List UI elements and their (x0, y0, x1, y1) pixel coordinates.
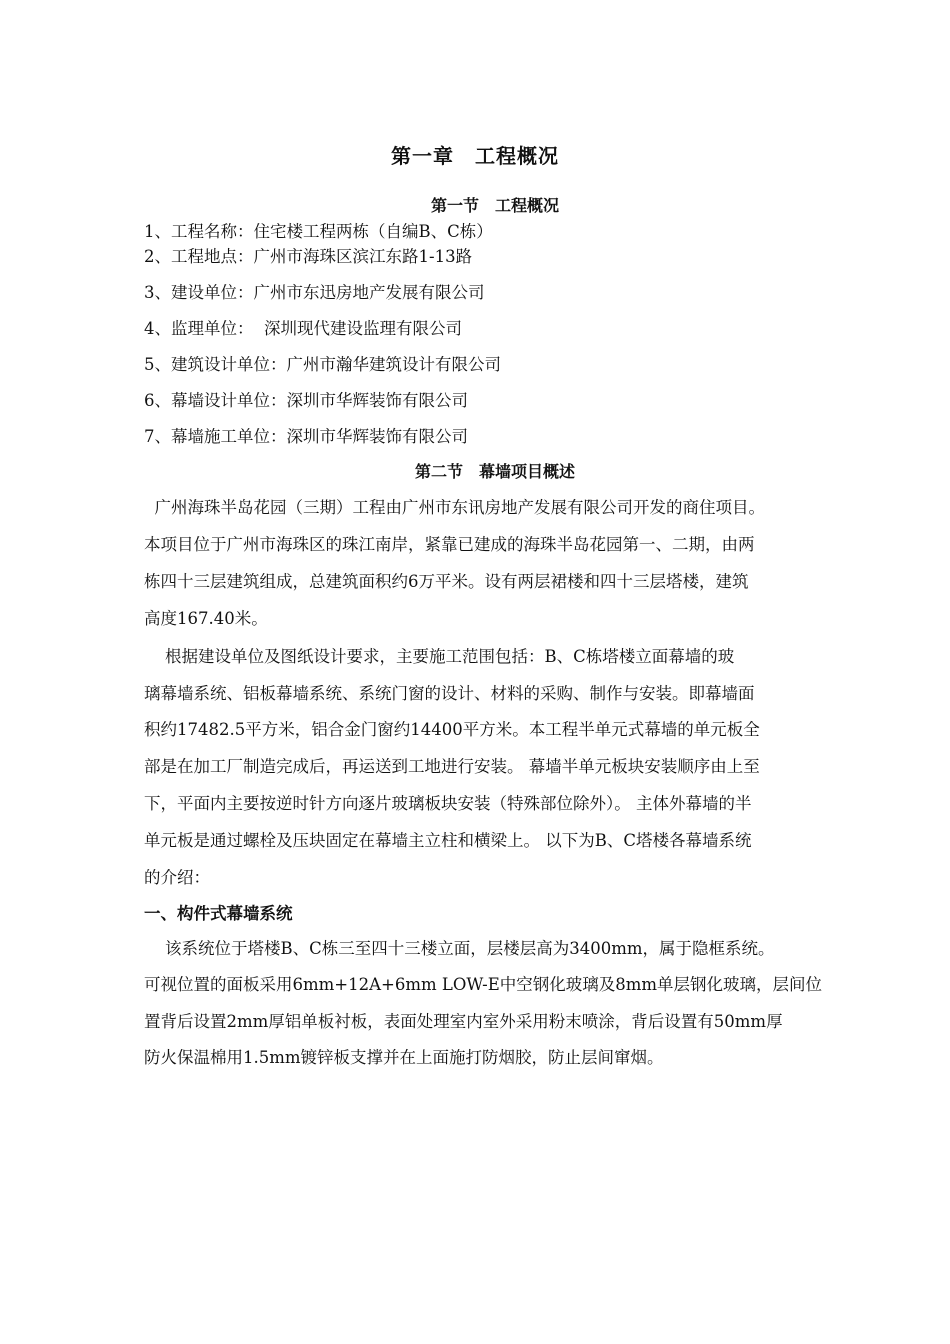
paragraph-line: 下，平面内主要按逆时针方向逐片玻璃板块安装（特殊部位除外）。 主体外幕墙的半 (144, 794, 752, 813)
paragraph-line: 防火保温棉用1.5mm镀锌板支撑并在上面施打防烟胶，防止层间窜烟。 (144, 1048, 664, 1067)
info-project-name: 1、工程名称：住宅楼工程两栋（自编B、C栋） (144, 222, 493, 241)
paragraph-line: 的介绍： (144, 868, 210, 887)
paragraph-line: 该系统位于塔楼B、C栋三至四十三楼立面，层楼层高为3400mm，属于隐框系统。 (144, 939, 775, 958)
paragraph-line: 广州海珠半岛花园（三期）工程由广州市东讯房地产发展有限公司开发的商住项目。 (144, 498, 765, 517)
info-supervisor: 4、监理单位： 深圳现代建设监理有限公司 (144, 319, 462, 338)
section-title-curtain-wall: 第二节 幕墙项目概述 (414, 462, 575, 481)
paragraph-line: 本项目位于广州市海珠区的珠江南岸，紧靠已建成的海珠半岛花园第一、二期，由两 (144, 535, 755, 554)
paragraph-line: 栋四十三层建筑组成，总建筑面积约6万平米。设有两层裙楼和四十三层塔楼，建筑 (144, 572, 749, 591)
info-curtain-wall-designer: 6、幕墙设计单位：深圳市华辉装饰有限公司 (144, 391, 468, 410)
info-developer: 3、建设单位：广州市东迅房地产发展有限公司 (144, 283, 485, 302)
paragraph-line: 璃幕墙系统、铝板幕墙系统、系统门窗的设计、材料的采购、制作与安装。即幕墙面 (144, 684, 755, 703)
paragraph-line: 根据建设单位及图纸设计要求，主要施工范围包括：B、C栋塔楼立面幕墙的玻 (144, 647, 735, 666)
section-title-overview: 第一节 工程概况 (430, 196, 559, 215)
paragraph-line: 高度167.40米。 (144, 609, 268, 628)
paragraph-line: 部是在加工厂制造完成后，再运送到工地进行安装。 幕墙半单元板块安装顺序由上至 (144, 757, 760, 776)
paragraph-line: 可视位置的面板采用6mm+12A+6mm LOW-E中空钢化玻璃及8mm单层钢化玻璃，层间位 (144, 975, 823, 994)
subheading-component-curtain-wall: 一、构件式幕墙系统 (144, 904, 293, 923)
info-curtain-wall-contractor: 7、幕墙施工单位：深圳市华辉装饰有限公司 (144, 427, 468, 446)
paragraph-line: 积约17482.5平方米，铝合金门窗约14400平方米。本工程半单元式幕墙的单元板全 (144, 720, 760, 739)
info-architect: 5、建筑设计单位：广州市瀚华建筑设计有限公司 (144, 355, 501, 374)
chapter-title: 第一章 工程概况 (391, 144, 559, 168)
info-project-location: 2、工程地点：广州市海珠区滨江东路1-13路 (144, 247, 473, 266)
paragraph-line: 单元板是通过螺栓及压块固定在幕墙主立柱和横梁上。 以下为B、C塔楼各幕墙系统 (144, 831, 752, 850)
paragraph-line: 置背后设置2mm厚铝单板衬板，表面处理室内室外采用粉末喷涂，背后设置有50mm厚 (144, 1012, 783, 1031)
